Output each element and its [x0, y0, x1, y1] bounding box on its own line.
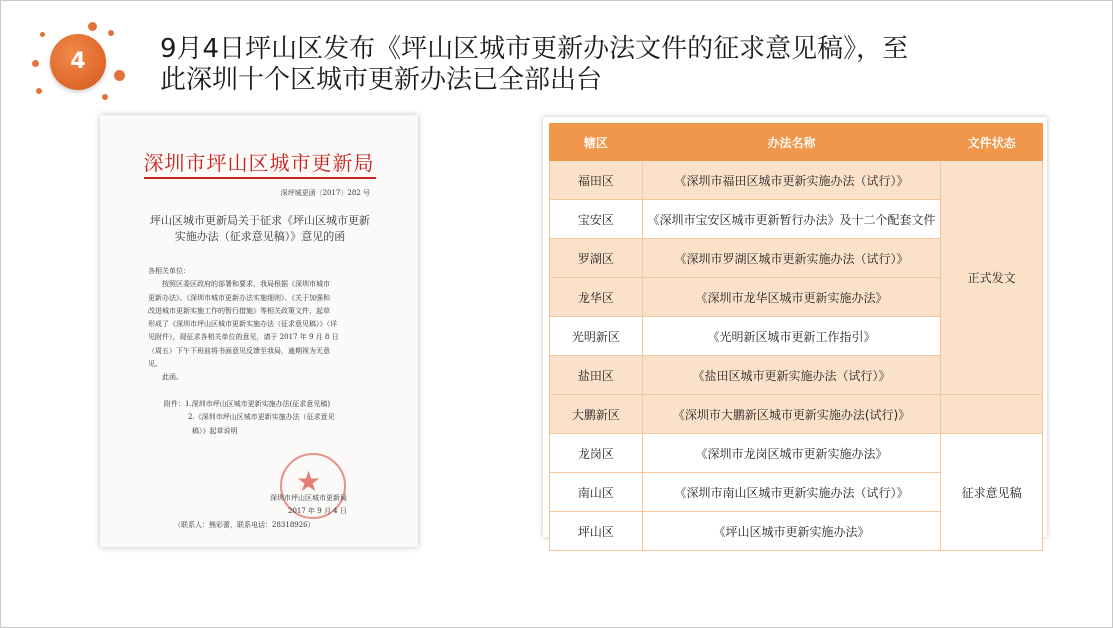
cell-status-formal: 正式发文 [941, 161, 1043, 395]
document-issuer: 深圳市坪山区城市更新局 [143, 151, 375, 175]
cell-status-empty [941, 395, 1043, 434]
document-body-line: 更新办法》、《深圳市城市更新办法实施细则》、《关于加强和 [148, 293, 330, 302]
document-sign-org: 深圳市坪山区城市更新局 [270, 494, 347, 502]
document-scan [100, 115, 418, 547]
document-subject-line1: 坪山区城市更新局关于征求《坪山区城市更新 [150, 214, 370, 227]
cell-policy-name: 《深圳市龙岗区城市更新实施办法》 [642, 434, 940, 473]
document-salutation: 各相关单位： [148, 267, 190, 275]
cell-district: 龙岗区 [550, 434, 643, 473]
document-subject [140, 213, 380, 245]
document-subject-line2: 实施办法（征求意见稿）》意见的函 [174, 230, 346, 243]
cell-policy-name: 《光明新区城市更新工作指引》 [642, 317, 940, 356]
document-date: 2017 年 9 月 4 日 [288, 507, 347, 515]
document-attachment: 稿）》起草说明 [192, 426, 238, 435]
cell-policy-name: 《深圳市福田区城市更新实施办法（试行）》 [642, 161, 940, 200]
cell-policy-name: 《深圳市罗湖区城市更新实施办法（试行）》 [642, 239, 940, 278]
document-attachment: 附件：1.深圳市坪山区城市更新实施办法(征求意见稿) [164, 399, 331, 408]
slide-title-line1: 9月4日坪山区发布《坪山区城市更新办法文件的征求意见稿》，至 [160, 34, 909, 64]
cell-district: 坪山区 [550, 512, 643, 551]
document-red-rule [144, 177, 376, 179]
cell-policy-name: 《盐田区城市更新实施办法（试行）》 [642, 356, 940, 395]
document-signature [270, 492, 347, 518]
section-number: 4 [50, 34, 106, 90]
seal-star-icon: ★ [296, 465, 322, 498]
document-body-line: 见。 [148, 360, 162, 369]
document-body [148, 265, 380, 438]
document-contact: （联系人：熊彩蕾，联系电话：28318926） [174, 521, 315, 529]
header-status: 文件状态 [941, 124, 1043, 161]
cell-district: 福田区 [550, 161, 643, 200]
header-district: 辖区 [550, 124, 643, 161]
document-attachment: 2.《深圳市坪山区城市更新实施办法（征求意见 [188, 413, 335, 422]
cell-policy-name: 《深圳市龙华区城市更新实施办法》 [642, 278, 940, 317]
header-policy-name: 办法名称 [642, 124, 940, 161]
cell-district: 南山区 [550, 473, 643, 512]
document-body-line: 形成了《深圳市坪山区城市更新实施办法（征求意见稿）》（详 [148, 320, 337, 329]
document-ref-number: 深坪城更函〔2017〕282 号 [280, 189, 370, 197]
table-row [550, 395, 1043, 434]
document-body-line: 改进城市更新实施工作的暂行措施》等相关政策文件，起草 [148, 306, 330, 315]
cell-district: 光明新区 [550, 317, 643, 356]
cell-district: 罗湖区 [550, 239, 643, 278]
cell-district: 大鹏新区 [550, 395, 643, 434]
document-closing: 此函。 [162, 373, 183, 382]
cell-district: 宝安区 [550, 200, 643, 239]
table-row [550, 434, 1043, 473]
slide-title [160, 34, 1020, 96]
table-row [550, 161, 1043, 200]
slide-title-line2: 此深圳十个区城市更新办法已全部出台 [160, 65, 603, 95]
cell-policy-name: 《深圳市南山区城市更新实施办法（试行）》 [642, 473, 940, 512]
cell-district: 龙华区 [550, 278, 643, 317]
cell-policy-name: 《深圳市大鹏新区城市更新实施办法(试行)》 [642, 395, 940, 434]
cell-status-draft: 征求意见稿 [941, 434, 1043, 551]
document-body-line: 见附件），现征求各相关单位的意见，请于 2017 年 9 月 8 日 [148, 333, 339, 342]
document-body-line: 按照区委区政府的部署和要求，我局根据《深圳市城市 [162, 280, 330, 289]
document-body-line: （周五）下午下班前将书面意见反馈至我局，逾期视为无意 [148, 346, 330, 355]
cell-policy-name: 《深圳市宝安区城市更新暂行办法》及十二个配套文件 [642, 200, 940, 239]
table-header-row [550, 124, 1043, 161]
policy-table [549, 123, 1043, 551]
cell-district: 盐田区 [550, 356, 643, 395]
policy-table-card [543, 117, 1047, 537]
cell-policy-name: 《坪山区城市更新实施办法》 [642, 512, 940, 551]
section-badge [26, 20, 136, 110]
